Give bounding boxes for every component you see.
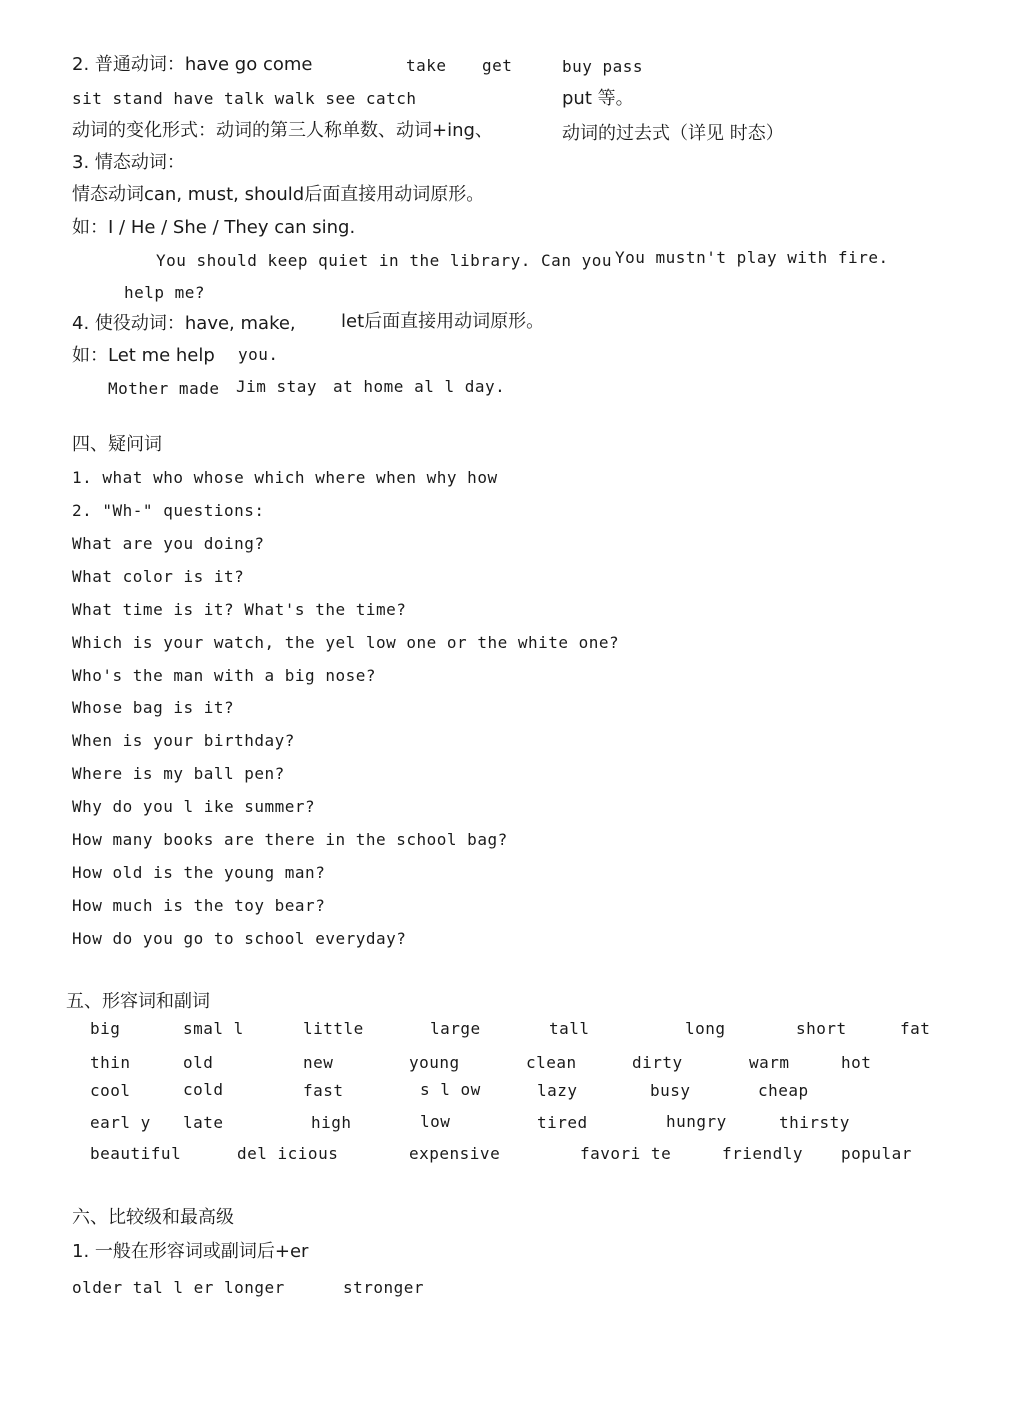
item3-example3: You mustn't play with fire. xyxy=(615,248,889,267)
adjective: del icious xyxy=(237,1144,339,1163)
question-line: What time is it? What's the time? xyxy=(72,600,407,619)
adjective: favori te xyxy=(580,1144,672,1163)
item4-example1-a: 如：Let me help xyxy=(72,345,215,366)
adjective: s l ow xyxy=(420,1080,481,1099)
item3-example1: 如：I / He / She / They can sing. xyxy=(72,217,356,238)
item2-get: get xyxy=(482,56,513,75)
item3-title: 3. 情态动词： xyxy=(72,152,185,173)
question-line: How many books are there in the school bag? xyxy=(72,830,508,849)
item2-line2: sit stand have talk walk see catch xyxy=(72,89,417,108)
question-line: What color is it? xyxy=(72,567,245,586)
adjective: young xyxy=(409,1053,460,1072)
adjective: tall xyxy=(549,1019,590,1038)
adjective: hot xyxy=(841,1053,872,1072)
adjective: smal l xyxy=(183,1019,244,1038)
item2-line1: 2. 普通动词：have go come xyxy=(72,54,313,75)
adjective: low xyxy=(420,1112,451,1131)
question-line: How do you go to school everyday? xyxy=(72,929,407,948)
question-line: Who's the man with a big nose? xyxy=(72,666,376,685)
item2-put: put 等。 xyxy=(562,88,634,109)
item2-forms-left: 动词的变化形式：动词的第三人称单数、动词+ing、 xyxy=(72,120,493,141)
question-word-list: 1. what who whose which where when why how xyxy=(72,468,498,487)
item4-example1-b: you. xyxy=(238,345,279,364)
item4-example2-c: at home al l day. xyxy=(333,377,506,396)
adjective: fat xyxy=(900,1019,931,1038)
adjective: lazy xyxy=(537,1081,578,1100)
question-line: Which is your watch, the yel low one or the white one? xyxy=(72,633,620,652)
adjective: friendly xyxy=(722,1144,804,1163)
comparative-examples-b: stronger xyxy=(343,1278,425,1297)
question-line: When is your birthday? xyxy=(72,731,295,750)
adjective: beautiful xyxy=(90,1144,182,1163)
item4-rule: let后面直接用动词原形。 xyxy=(341,311,545,332)
question-line: What are you doing? xyxy=(72,534,265,553)
adjective: cold xyxy=(183,1080,224,1099)
adjective: hungry xyxy=(666,1112,727,1131)
item4-example2-a: Mother made xyxy=(108,379,220,398)
adjective: clean xyxy=(526,1053,577,1072)
question-line: Whose bag is it? xyxy=(72,698,235,717)
adjective: late xyxy=(183,1113,224,1132)
item3-rule: 情态动词can, must, should后面直接用动词原形。 xyxy=(72,184,485,205)
section5-heading: 五、形容词和副词 xyxy=(66,991,210,1012)
adjective: short xyxy=(796,1019,847,1038)
item2-forms-right: 动词的过去式（详见 时态） xyxy=(562,123,784,144)
adjective: popular xyxy=(841,1144,912,1163)
adjective: big xyxy=(90,1019,121,1038)
adjective: new xyxy=(303,1053,334,1072)
adjective: cheap xyxy=(758,1081,809,1100)
adjective: thin xyxy=(90,1053,131,1072)
question-line: How much is the toy bear? xyxy=(72,896,326,915)
adjective: tired xyxy=(537,1113,588,1132)
section4-heading: 四、疑问词 xyxy=(72,434,162,455)
adjective: little xyxy=(303,1019,364,1038)
comparative-examples-a: older tal l er longer xyxy=(72,1278,285,1297)
adjective: dirty xyxy=(632,1053,683,1072)
adjective: high xyxy=(311,1113,352,1132)
wh-questions-title: 2. "Wh-" questions: xyxy=(72,501,265,520)
adjective: warm xyxy=(749,1053,790,1072)
section6-heading: 六、比较级和最高级 xyxy=(72,1207,234,1228)
adjective: cool xyxy=(90,1081,131,1100)
adjective: busy xyxy=(650,1081,691,1100)
question-line: Why do you l ike summer? xyxy=(72,797,316,816)
adjective: earl y xyxy=(90,1113,151,1132)
item2-buypass: buy pass xyxy=(562,57,644,76)
item3-example2b: help me? xyxy=(124,283,206,302)
adjective: old xyxy=(183,1053,214,1072)
question-line: How old is the young man? xyxy=(72,863,326,882)
item2-take: take xyxy=(406,56,447,75)
adjective: fast xyxy=(303,1081,344,1100)
item4-title: 4. 使役动词：have, make, xyxy=(72,313,296,334)
adjective: large xyxy=(430,1019,481,1038)
adjective: thirsty xyxy=(779,1113,850,1132)
section6-rule1: 1. 一般在形容词或副词后+er xyxy=(72,1241,309,1262)
question-line: Where is my ball pen? xyxy=(72,764,285,783)
adjective: expensive xyxy=(409,1144,501,1163)
adjective: long xyxy=(685,1019,726,1038)
item3-example2: You should keep quiet in the library. Can you xyxy=(156,251,612,270)
item4-example2-b: Jim stay xyxy=(236,377,318,396)
